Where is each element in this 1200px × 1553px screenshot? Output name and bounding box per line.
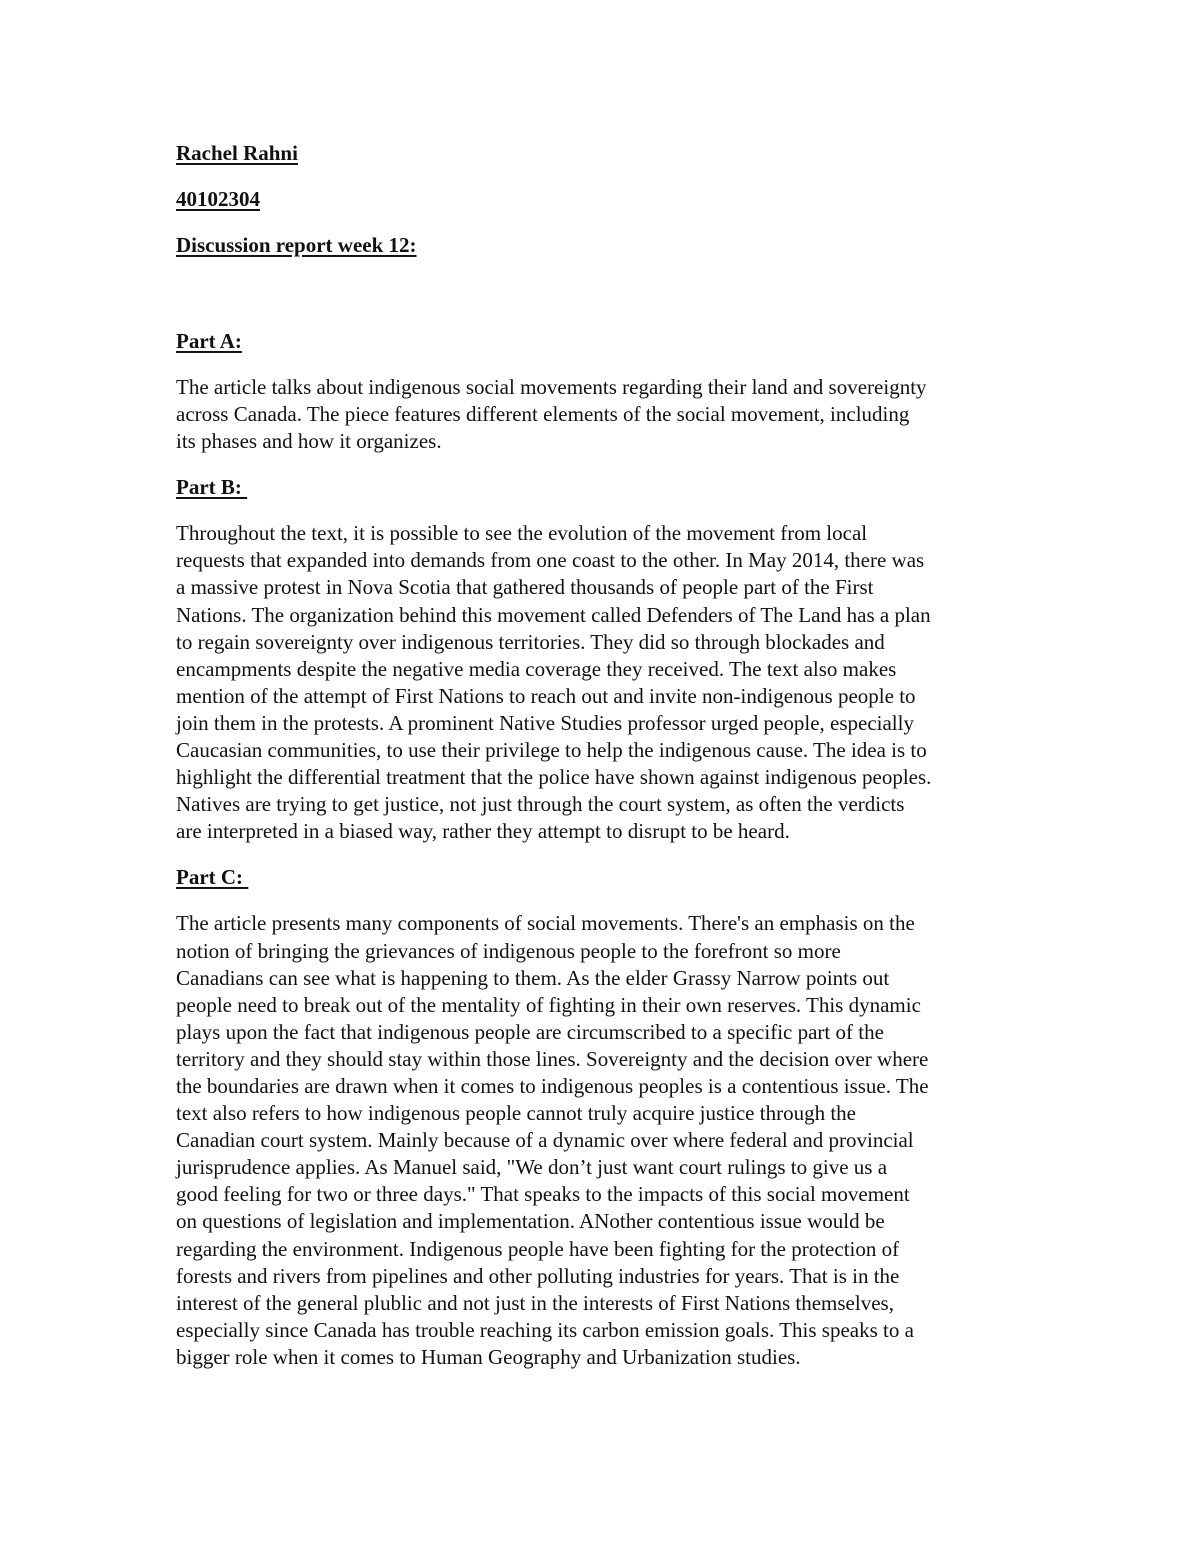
paragraph-line: join them in the protests. A prominent Native Studies professor urged people, especially bbox=[176, 710, 914, 735]
paragraph-line: to regain sovereignty over indigenous territories. They did so through blockades and bbox=[176, 629, 885, 654]
paragraph-line: The article presents many components of social movements. There's an emphasis on the bbox=[176, 911, 915, 936]
paragraph-line: Canadian court system. Mainly because of a dynamic over where federal and provincial bbox=[176, 1128, 914, 1153]
section-paragraph bbox=[176, 910, 1036, 1371]
paragraph-line: text also refers to how indigenous people cannot truly acquire justice through the bbox=[176, 1101, 856, 1126]
paragraph-line: people need to break out of the mentality of fighting in their own reserves. This dynamic bbox=[176, 992, 921, 1017]
paragraph-line: especially since Canada has trouble reaching its carbon emission goals. This speaks to a bbox=[176, 1317, 914, 1342]
paragraph-line: encampments despite the negative media coverage they received. The text also makes bbox=[176, 656, 897, 681]
paragraph-line: good feeling for two or three days." That speaks to the impacts of this social movement bbox=[176, 1182, 910, 1207]
paragraph-line: across Canada. The piece features different elements of the social movement, including bbox=[176, 402, 910, 427]
paragraph-line: mention of the attempt of First Nations to reach out and invite non-indigenous people to bbox=[176, 683, 916, 708]
document-title: Discussion report week 12: bbox=[176, 233, 417, 257]
paragraph-line: Natives are trying to get justice, not just through the court system, as often the verdicts bbox=[176, 792, 905, 817]
paragraph-line: jurisprudence applies. As Manuel said, "We don’t just want court rulings to give us a bbox=[176, 1155, 888, 1180]
paragraph-line: Caucasian communities, to use their privilege to help the indigenous cause. The idea is to bbox=[176, 738, 927, 763]
paragraph-line: are interpreted in a biased way, rather they attempt to disrupt to be heard. bbox=[176, 819, 790, 844]
section-paragraph bbox=[176, 374, 1036, 455]
section-heading: Part A: bbox=[176, 329, 242, 353]
student-id: 40102304 bbox=[176, 187, 260, 211]
paragraph-line: The article talks about indigenous social movements regarding their land and sovereignty bbox=[176, 375, 927, 399]
paragraph-line: its phases and how it organizes. bbox=[176, 429, 442, 454]
section-heading: Part B: bbox=[176, 475, 248, 500]
paragraph-line: notion of bringing the grievances of indigenous people to the forefront so more bbox=[176, 938, 841, 963]
paragraph-line: territory and they should stay within those lines. Sovereignty and the decision over where bbox=[176, 1046, 929, 1071]
document-page bbox=[176, 140, 1036, 1390]
paragraph-line: regarding the environment. Indigenous people have been fighting for the protection of bbox=[176, 1236, 900, 1261]
author-name: Rachel Rahni bbox=[176, 141, 298, 165]
paragraph-line: Throughout the text, it is possible to see the evolution of the movement from local bbox=[176, 521, 868, 546]
paragraph-line: the boundaries are drawn when it comes to indigenous peoples is a contentious issue. The bbox=[176, 1073, 929, 1098]
paragraph-line: plays upon the fact that indigenous people are circumscribed to a specific part of the bbox=[176, 1019, 884, 1044]
paragraph-line: forests and rivers from pipelines and other polluting industries for years. That is in the bbox=[176, 1263, 900, 1288]
report-sections bbox=[176, 328, 1036, 1371]
section-heading: Part C: bbox=[176, 865, 249, 890]
paragraph-line: Nations. The organization behind this movement called Defenders of The Land has a plan bbox=[176, 602, 931, 627]
paragraph-line: on questions of legislation and implementation. ANother contentious issue would be bbox=[176, 1209, 885, 1234]
paragraph-line: interest of the general plublic and not just in the interests of First Nations themselves, bbox=[176, 1290, 894, 1315]
paragraph-line: highlight the differential treatment that the police have shown against indigenous peoples. bbox=[176, 765, 932, 790]
paragraph-line: requests that expanded into demands from one coast to the other. In May 2014, there was bbox=[176, 548, 925, 573]
paragraph-line: bigger role when it comes to Human Geography and Urbanization studies. bbox=[176, 1344, 801, 1369]
paragraph-line: Canadians can see what is happening to them. As the elder Grassy Narrow points out bbox=[176, 965, 890, 990]
paragraph-line: a massive protest in Nova Scotia that gathered thousands of people part of the First bbox=[176, 575, 874, 600]
section-paragraph bbox=[176, 520, 1036, 845]
